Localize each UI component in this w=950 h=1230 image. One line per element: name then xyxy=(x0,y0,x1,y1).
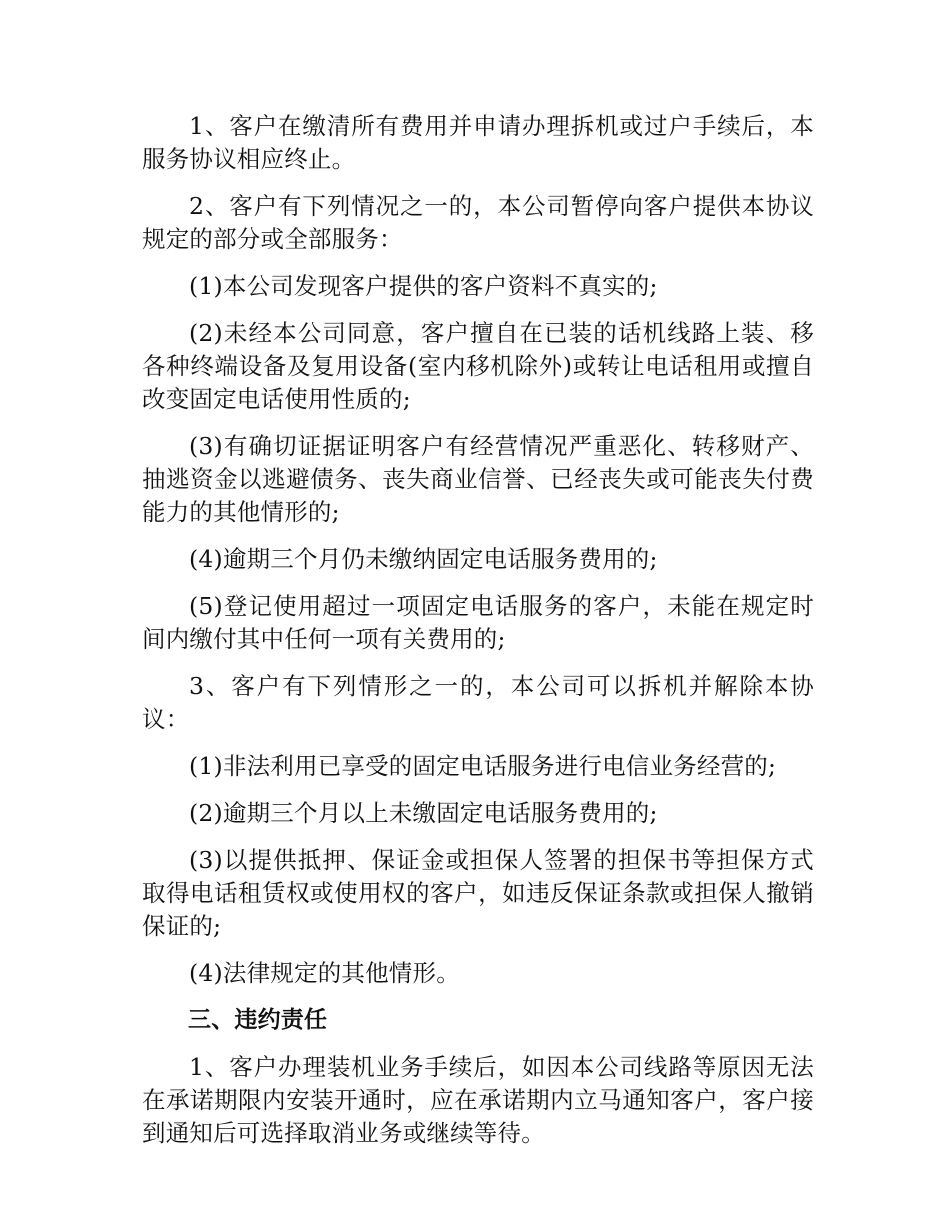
paragraph-liability-item-1: 1、客户办理装机业务手续后，如因本公司线路等原因无法在承诺期限内安装开通时，应在承诺期内立马通知客户，客户接到通知后可选择取消业务或继续等待。 xyxy=(142,1053,814,1147)
paragraph-suspension-item-1: (1)本公司发现客户提供的客户资料不真实的; xyxy=(189,272,658,300)
paragraph-dismantle-item-2: (2)逾期三个月以上未缴固定电话服务费用的; xyxy=(189,799,658,827)
paragraph-suspension-item-4: (4)逾期三个月仍未缴纳固定电话服务费用的; xyxy=(189,545,658,573)
paragraph-dismantle-intro: 3、客户有下列情形之一的，本公司可以拆机并解除本协议： xyxy=(142,672,814,733)
paragraph-dismantle-item-3: (3)以提供抵押、保证金或担保人签署的担保书等担保方式取得电话租赁权或使用权的客户，如违反保证条款或担保人撤销保证的; xyxy=(142,846,814,940)
paragraph-termination: 1、客户在缴清所有费用并申请办理拆机或过户手续后，本服务协议相应终止。 xyxy=(142,112,814,173)
document-body xyxy=(142,110,814,1164)
paragraph-suspension-item-5: (5)登记使用超过一项固定电话服务的客户，未能在规定时间内缴付其中任何一项有关费用的; xyxy=(142,592,814,653)
paragraph-suspension-intro: 2、客户有下列情况之一的，本公司暂停向客户提供本协议规定的部分或全部服务： xyxy=(142,192,814,253)
paragraph-suspension-item-3: (3)有确切证据证明客户有经营情况严重恶化、转移财产、抽逃资金以逃避债务、丧失商业信誉、已经丧失或可能丧失付费能力的其他情形的; xyxy=(142,432,814,526)
paragraph-dismantle-item-4: (4)法律规定的其他情形。 xyxy=(189,959,460,987)
paragraph-suspension-item-2: (2)未经本公司同意，客户擅自在已装的话机线路上装、移各种终端设备及复用设备(室内移机除外)或转让电话租用或擅自改变固定电话使用性质的; xyxy=(142,319,814,413)
paragraph-dismantle-item-1: (1)非法利用已享受的固定电话服务进行电信业务经营的; xyxy=(189,752,777,780)
section-heading-liability: 三、违约责任 xyxy=(188,1007,328,1033)
